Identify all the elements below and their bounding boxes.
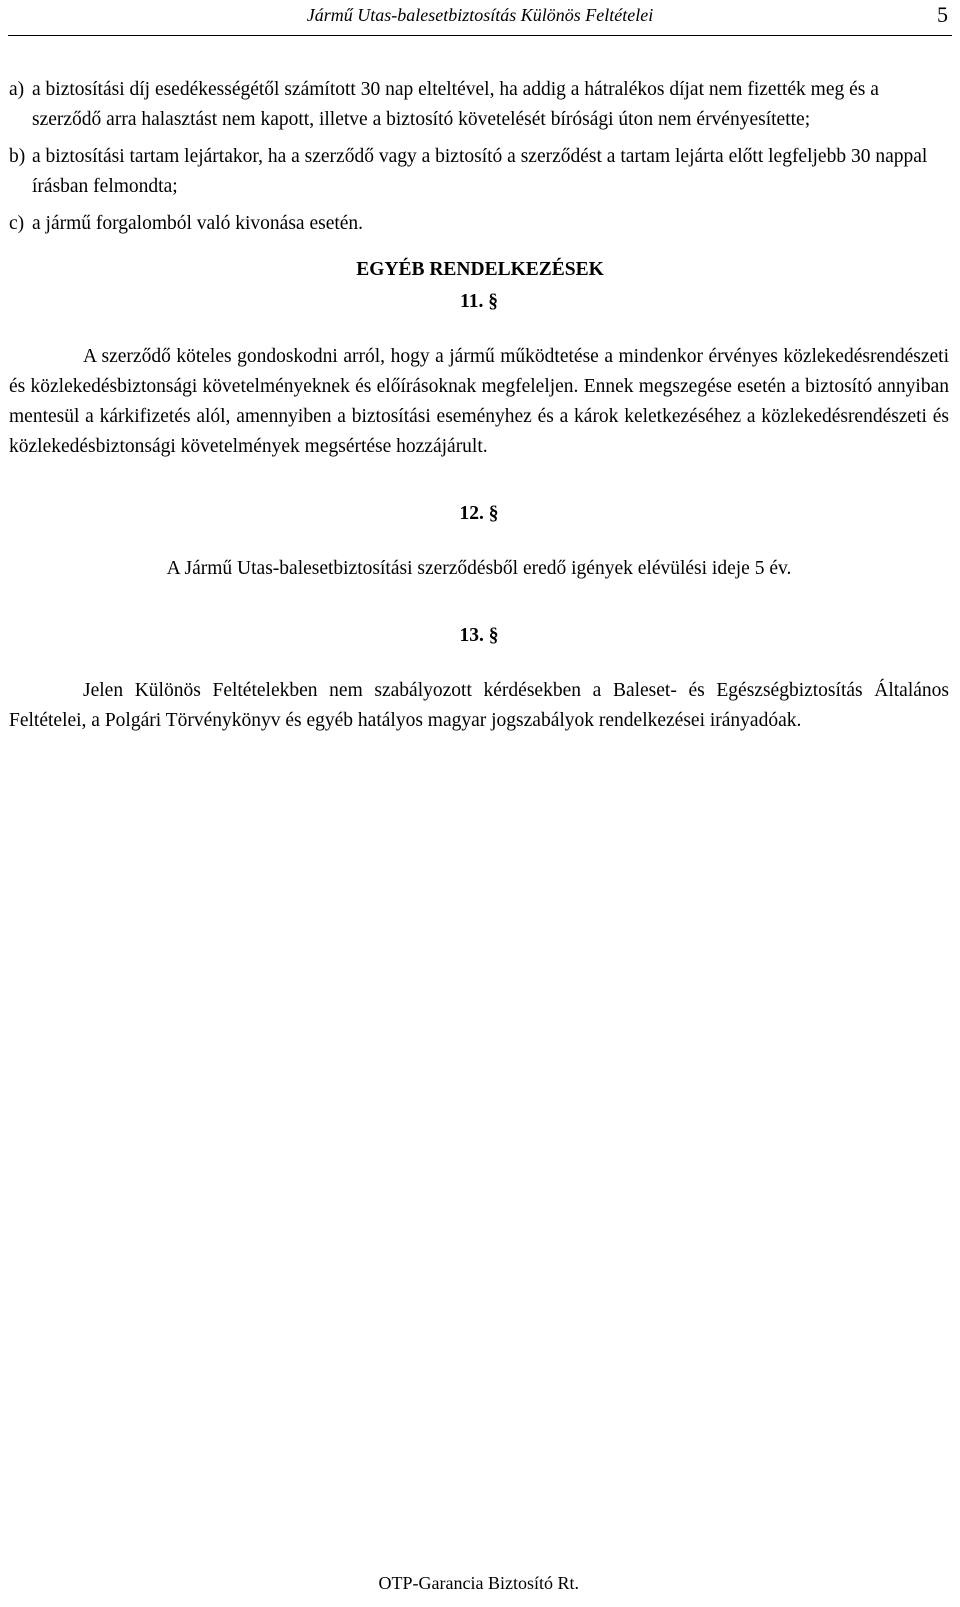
section-title: EGYÉB RENDELKEZÉSEK <box>356 259 604 280</box>
paragraph-11-text: A szerződő köteles gondoskodni arról, hogy a jármű működtetése a mindenkor érvényes közlekedésrendészeti és közlekedésbiztonsági követelményeknek és előírásoknak megfeleljen. Ennek megszegése esetén a biztosító annyiban mentesül a kárkifizetés alól, amennyiben a biztosítási eseményhez és a károk keletkezéséhez a közlekedésrendészeti és közlekedésbiztonsági követelmények megsértése hozzájárult. <box>9 346 949 457</box>
paragraph-12-text: A Jármű Utas-balesetbiztosítási szerződésből eredő igények elévülési ideje 5 év. <box>166 558 792 579</box>
document-body <box>9 75 949 736</box>
paragraph-number-12: 12. § <box>459 503 499 524</box>
header-title: Jármű Utas-balesetbiztosítás Különös Feltételei <box>306 5 654 25</box>
paragraph-13-text: Jelen Különös Feltételekben nem szabályozott kérdésekben a Baleset- és Egészségbiztosítás Általános Feltételei, a Polgári Törvénykönyv és egyéb hatályos magyar jogszabályok rendelkezései irányadóak. <box>9 680 949 731</box>
paragraph-number-11: 11. § <box>460 291 498 312</box>
list-marker: b) <box>9 146 26 167</box>
list-item-a <box>9 75 949 135</box>
paragraph-number-13: 13. § <box>459 625 499 646</box>
list-marker: a) <box>9 79 25 100</box>
page-footer: OTP-Garancia Biztosító Rt. <box>378 1573 579 1593</box>
page-number: 5 <box>937 2 948 27</box>
list-text: a biztosítási tartam lejártakor, ha a szerződő vagy a biztosító a szerződést a tartam lejárta előtt legfeljebb 30 nappal írásban felmondta; <box>32 146 928 197</box>
list-text: a biztosítási díj esedékességétől számított 30 nap elteltével, ha addig a hátralékos díjat nem fizették meg és a szerződő arra halasztást nem kapott, illetve a biztosító követelését bírósági úton nem érvényesítette; <box>32 79 879 130</box>
list-item-b <box>9 142 949 202</box>
list-item-c <box>9 209 949 239</box>
list-text: a jármű forgalomból való kivonása esetén. <box>32 213 364 234</box>
page-header <box>8 0 952 36</box>
list-marker: c) <box>9 213 25 234</box>
